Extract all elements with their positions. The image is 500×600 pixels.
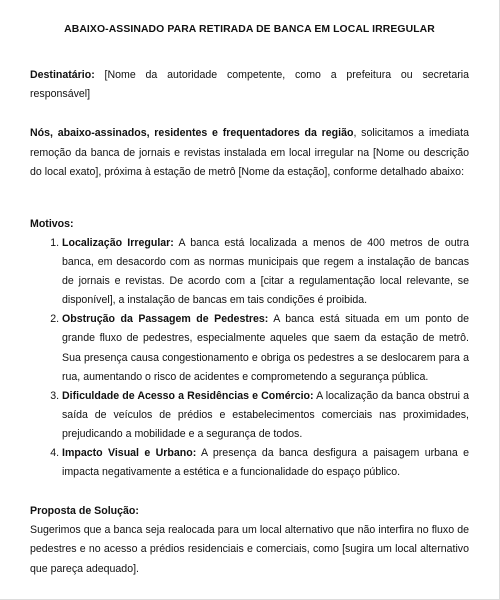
document-title: ABAIXO-ASSINADO PARA RETIRADA DE BANCA EM LOCAL IRREGULAR bbox=[64, 24, 435, 35]
motives-list bbox=[30, 234, 469, 482]
motive-text: A localização da banca obstrui a saída de veículos de prédios e estabelecimentos comerciais nas proximidades, prejudicando a mobilidade e a segurança de todos. bbox=[62, 389, 469, 440]
recipient-label: Destinatário: bbox=[30, 69, 95, 81]
motive-label: Dificuldade de Acesso a Residências e Comércio: bbox=[62, 389, 314, 402]
proposal-heading: Proposta de Solução: bbox=[30, 505, 139, 518]
motive-text: A banca está situada em um ponto de grande fluxo de pedestres, especialmente aqueles que saem da estação de metrô. Sua presença causa congestionamento e obriga os pedestres a se deslocarem para a rua, aumentando o risco de acidentes e comprometendo a segurança pública. bbox=[62, 313, 469, 383]
motive-label: Impacto Visual e Urbano: bbox=[62, 447, 197, 460]
motive-item-3 bbox=[62, 387, 469, 444]
recipient-paragraph bbox=[30, 66, 469, 104]
motive-label: Obstrução da Passagem de Pedestres: bbox=[62, 313, 269, 326]
intro-text: , solicitamos a imediata remoção da banca de jornais e revistas instalada em local irregular na [Nome ou descrição do local exato], próxima à estação de metrô [Nome da estação], conforme detalhado abaixo: bbox=[30, 127, 469, 178]
motive-label: Localização Irregular: bbox=[62, 237, 174, 250]
intro-paragraph bbox=[30, 124, 469, 182]
intro-bold: Nós, abaixo-assinados, residentes e frequentadores da região bbox=[30, 127, 354, 140]
motive-item-4 bbox=[62, 444, 469, 482]
motive-text: A presença da banca desfigura a paisagem urbana e impacta negativamente a estética e a funcionalidade do espaço público. bbox=[62, 447, 469, 479]
motive-text: A banca está localizada a menos de 400 metros de outra banca, em desacordo com as normas municipais que regem a instalação de bancas de jornais e revistas. De acordo com a [citar a regulamentação local relevante, se disponível], a instalação de bancas em tais condições é proibida. bbox=[62, 237, 469, 307]
recipient-text: [Nome da autoridade competente, como a prefeitura ou secretaria responsável] bbox=[30, 69, 469, 101]
motives-heading: Motivos: bbox=[30, 218, 74, 231]
motive-item-2 bbox=[62, 310, 469, 386]
proposal-paragraph: Sugerimos que a banca seja realocada para um local alternativo que não interfira no fluxo de pedestres e no acesso a prédios residenciais e comerciais, como [sugira um local alternativo que pareça adequado]. bbox=[30, 524, 469, 575]
motive-item-1 bbox=[62, 234, 469, 310]
